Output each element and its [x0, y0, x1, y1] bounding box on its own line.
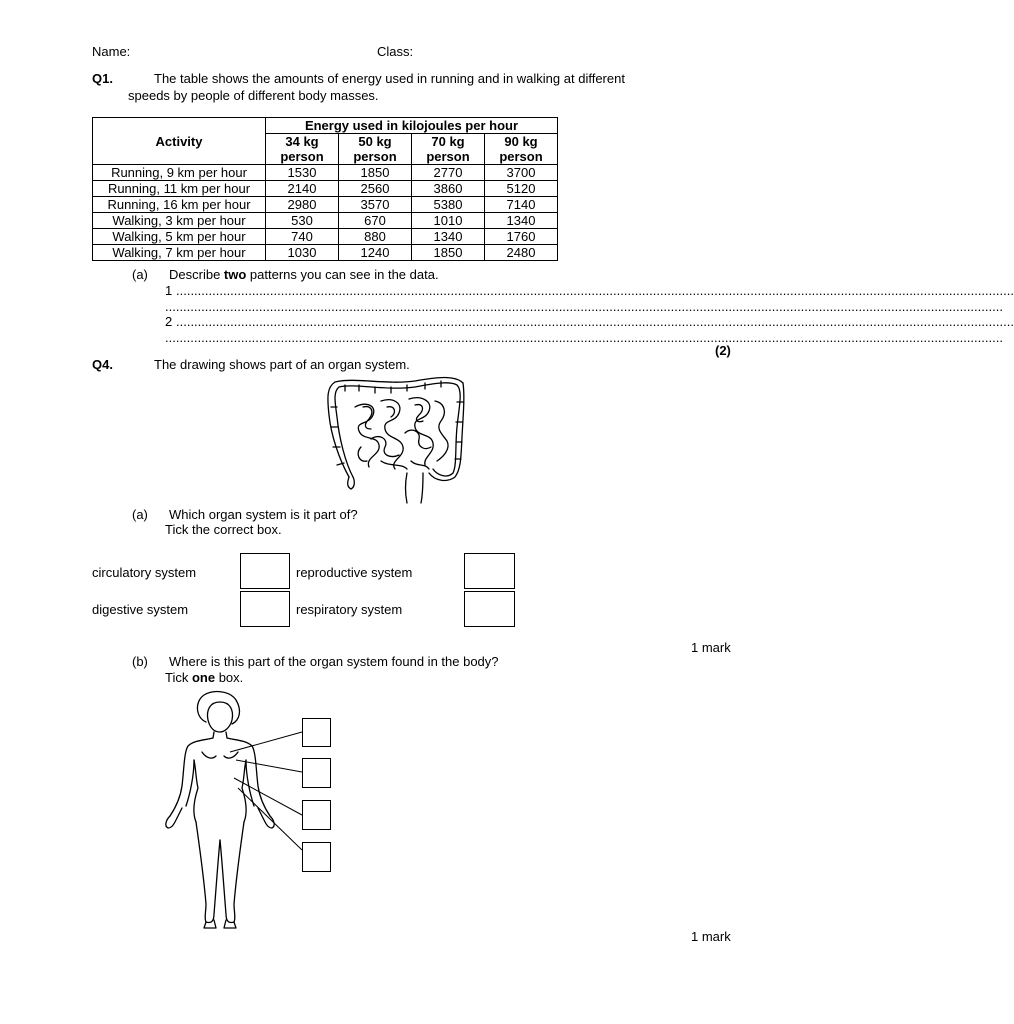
- q4-part-b-marks: 1 mark: [691, 929, 731, 944]
- activity-cell: Walking, 5 km per hour: [93, 229, 266, 245]
- answer-line-1-number: 1: [165, 283, 173, 298]
- q1-marks: (2): [715, 343, 731, 358]
- column-header: 90 kg person: [485, 134, 558, 165]
- value-cell: 3700: [485, 165, 558, 181]
- value-cell: 5380: [412, 197, 485, 213]
- value-cell: 1240: [339, 245, 412, 261]
- answer-line-1[interactable]: ........................................................................................................................................................................................................................................: [176, 283, 1014, 298]
- table-row: [93, 245, 558, 261]
- q4-part-a-instruction: Tick the correct box.: [165, 522, 282, 537]
- option-label-circulatory: circulatory system: [92, 565, 197, 580]
- activity-cell: Walking, 3 km per hour: [93, 213, 266, 229]
- leader-lines: [220, 720, 310, 860]
- q1-number: Q1.: [92, 71, 113, 86]
- q4-part-b-instruction: Tick one box.: [165, 670, 244, 685]
- activity-cell: Walking, 7 km per hour: [93, 245, 266, 261]
- class-label: Class:: [377, 44, 414, 59]
- q4-number: Q4.: [92, 357, 113, 372]
- value-cell: 7140: [485, 197, 558, 213]
- value-cell: 670: [339, 213, 412, 229]
- value-cell: 3570: [339, 197, 412, 213]
- checkbox-respiratory[interactable]: [464, 591, 515, 627]
- q1-intro-line2: speeds by people of different body masses.: [128, 88, 379, 103]
- value-cell: 1530: [266, 165, 339, 181]
- activity-cell: Running, 11 km per hour: [93, 181, 266, 197]
- activity-cell: Running, 16 km per hour: [93, 197, 266, 213]
- q4-part-a-question: Which organ system is it part of?: [169, 507, 358, 522]
- intestine-drawing: [325, 377, 465, 505]
- table-row: [93, 165, 558, 181]
- q1-part-a-question: Describe two patterns you can see in the data.: [169, 267, 439, 282]
- value-cell: 2980: [266, 197, 339, 213]
- value-cell: 2770: [412, 165, 485, 181]
- q4-part-b-label: (b): [132, 654, 148, 669]
- value-cell: 1030: [266, 245, 339, 261]
- value-cell: 1850: [412, 245, 485, 261]
- value-cell: 1340: [412, 229, 485, 245]
- value-cell: 740: [266, 229, 339, 245]
- q4-part-a-label: (a): [132, 507, 148, 522]
- checkbox-position-1[interactable]: [302, 718, 331, 747]
- table-row: [93, 181, 558, 197]
- value-cell: 2480: [485, 245, 558, 261]
- table-row: [93, 229, 558, 245]
- activity-cell: Running, 9 km per hour: [93, 165, 266, 181]
- option-label-digestive: digestive system: [92, 602, 189, 617]
- checkbox-reproductive[interactable]: [464, 553, 515, 589]
- checkbox-position-2[interactable]: [302, 758, 331, 788]
- table-row: [93, 197, 558, 213]
- value-cell: 880: [339, 229, 412, 245]
- value-cell: 2560: [339, 181, 412, 197]
- energy-header: Energy used in kilojoules per hour: [266, 118, 558, 134]
- value-cell: 530: [266, 213, 339, 229]
- answer-line-2-number: 2: [165, 314, 173, 329]
- column-header: 70 kg person: [412, 134, 485, 165]
- q4-part-a-marks: 1 mark: [691, 640, 731, 655]
- answer-line-1-continued[interactable]: ........................................................................................................................................................................................................................................: [165, 299, 1003, 314]
- value-cell: 3860: [412, 181, 485, 197]
- checkbox-digestive[interactable]: [240, 591, 290, 627]
- answer-line-2[interactable]: ........................................................................................................................................................................................................................................: [176, 314, 1014, 329]
- value-cell: 1760: [485, 229, 558, 245]
- value-cell: 1010: [412, 213, 485, 229]
- option-label-reproductive: reproductive system: [296, 565, 413, 580]
- value-cell: 2140: [266, 181, 339, 197]
- q4-part-b-question: Where is this part of the organ system found in the body?: [169, 654, 499, 669]
- q4-intro: The drawing shows part of an organ system.: [154, 357, 410, 372]
- q1-intro-line1: The table shows the amounts of energy used in running and in walking at different: [154, 71, 625, 86]
- value-cell: 5120: [485, 181, 558, 197]
- checkbox-position-3[interactable]: [302, 800, 331, 830]
- column-header: 34 kg person: [266, 134, 339, 165]
- energy-table: [92, 117, 558, 261]
- table-row: [93, 213, 558, 229]
- checkbox-position-4[interactable]: [302, 842, 331, 872]
- q1-part-a-label: (a): [132, 267, 148, 282]
- name-label: Name:: [92, 44, 131, 59]
- checkbox-circulatory[interactable]: [240, 553, 290, 589]
- option-label-respiratory: respiratory system: [296, 602, 403, 617]
- value-cell: 1850: [339, 165, 412, 181]
- activity-header: Activity: [93, 118, 266, 165]
- answer-line-2-continued[interactable]: ........................................................................................................................................................................................................................................: [165, 330, 1003, 345]
- column-header: 50 kg person: [339, 134, 412, 165]
- value-cell: 1340: [485, 213, 558, 229]
